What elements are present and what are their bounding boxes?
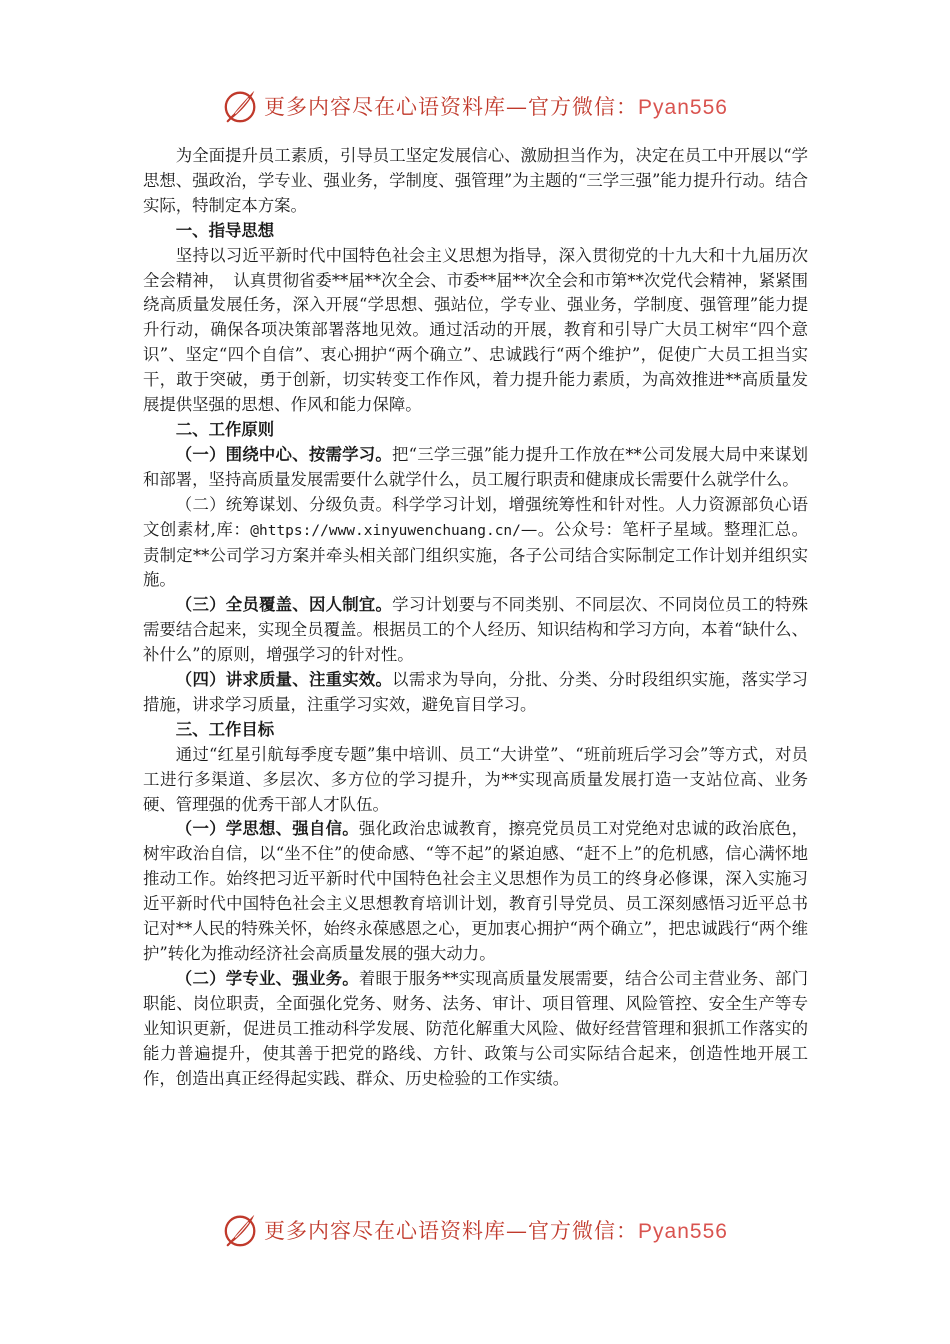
document-body [143,144,808,1091]
principle-2-text-a: （二）统筹谋划、分级负责。科学学习计划，增强统筹性和针对性。人力资源部负心语文创素材,库： [143,494,808,539]
section-heading-work-principles: 二、工作原则 [175,419,275,439]
section-heading-work-goals: 三、工作目标 [175,719,275,739]
principle-3-paragraph [143,593,808,668]
guiding-thought-paragraph: 坚持以习近平新时代中国特色社会主义思想为指导，深入贯彻党的十九大和十九届历次全会精神， 认真贯彻省委**届**次全会、市委**届**次全会和市第**次党代会精神，紧紧围绕高质量发展任务，深入开展“学思想、强站位，学专业、强业务，学制度、强管理”能力提升行动，确保各项决策部署落地见效。通过活动的开展，教育和引导广大员工树牢“四个意识”、坚定“四个自信”、衷心拥护“两个确立”、忠诚践行“两个维护”，促使广大员工担当实干，敢于突破，勇于创新，切实转变工作作风，着力提升能力素质，为高效推进**高质量发展提供坚强的思想、作风和能力保障。 [143,245,808,415]
principle-4-body: 以需求为导向，分批、分类、分时段组织实施，落实学习措施，讲求学习质量，注重学习实效，避免盲目学习。 [143,670,809,714]
website-url-text: @https://www.xinyuwenchuang.cn/ [250,522,521,539]
principle-3-body: 学习计划要与不同类别、不同层次、不同岗位员工的特殊需要结合起来，实现全员覆盖。根据员工的个人经历、知识结构和学习方向，本着“缺什么、补什么”的原则，增强学习的针对性。 [143,595,809,665]
goal-2-lead: （二）学专业、强业务。 [175,968,359,988]
principle-2-text-b: —。公众号：笔杆子星域。整理汇总。责制定**公司学习方案并牵头相关部门组织实施，各子公司结合实际制定工作计划并组织实施。 [143,519,808,590]
section-heading-guiding-thought: 一、指导思想 [175,220,275,240]
work-goals-paragraph: 通过“红星引航每季度专题”集中培训、员工“大讲堂”、“班前班后学习会”等方式，对员工进行多渠道、多层次、多方位的学习提升，为**实现高质量发展打造一支站位高、业务硬、管理强的优秀干部人才队伍。 [143,744,808,814]
principle-3-lead: （三）全员覆盖、因人制宜。 [175,595,393,615]
goal-1-lead: （一）学思想、强自信。 [175,819,359,839]
quill-pen-logo-icon [222,87,260,125]
principle-4-lead: （四）讲求质量、注重实效。 [175,670,393,690]
principle-2-paragraph [143,493,808,594]
goal-2-paragraph [143,967,808,1092]
banner-text: 更多内容尽在心语资料库—官方微信：Pyan556 [264,1219,728,1243]
banner-text: 更多内容尽在心语资料库—官方微信：Pyan556 [264,95,728,119]
goal-1-paragraph [143,817,808,966]
principle-1-lead: （一）围绕中心、按需学习。 [175,444,392,464]
principle-1-paragraph [143,443,808,493]
quill-pen-logo-icon [222,1211,260,1249]
header-watermark-banner [0,84,950,128]
goal-1-body: 强化政治忠诚教育，擦亮党员员工对党绝对忠诚的政治底色，树牢政治自信，以“坐不住”的使命感、“等不起”的紧迫感、“赶不上”的危机感，信心满怀地推动工作。始终把习近平新时代中国特色社会主义思想作为员工的终身必修课，深入实施习近平新时代中国特色社会主义思想教育培训计划，教育引导党员、员工深刻感悟习近平总书记对**人民的特殊关怀，始终永葆感恩之心，更加衷心拥护“两个确立”，把忠诚践行“两个维护”转化为推动经济社会高质量发展的强大动力。 [143,819,809,963]
principle-4-paragraph [143,668,808,718]
principle-1-body: 把“三学三强”能力提升工作放在**公司发展大局中来谋划和部署，坚持高质量发展需要什么就学什么，员工履行职责和健康成长需要什么就学什么。 [143,444,808,489]
goal-2-body: 着眼于服务**实现高质量发展需要，结合公司主营业务、部门职能、岗位职责，全面强化党务、财务、法务、审计、项目管理、风险管控、安全生产等专业知识更新，促进员工推动科学发展、防范化解重大风险、做好经营管理和狠抓工作落实的能力普遍提升，使其善于把党的路线、方针、政策与公司实际结合起来，创造性地开展工作，创造出真正经得起实践、群众、历史检验的工作实绩。 [143,968,809,1088]
footer-watermark-banner [0,1208,950,1252]
intro-paragraph: 为全面提升员工素质，引导员工坚定发展信心、激励担当作为，决定在员工中开展以“学思想、强政治，学专业、强业务，学制度、强管理”为主题的“三学三强”能力提升行动。结合实际，特制定本方案。 [143,146,808,215]
